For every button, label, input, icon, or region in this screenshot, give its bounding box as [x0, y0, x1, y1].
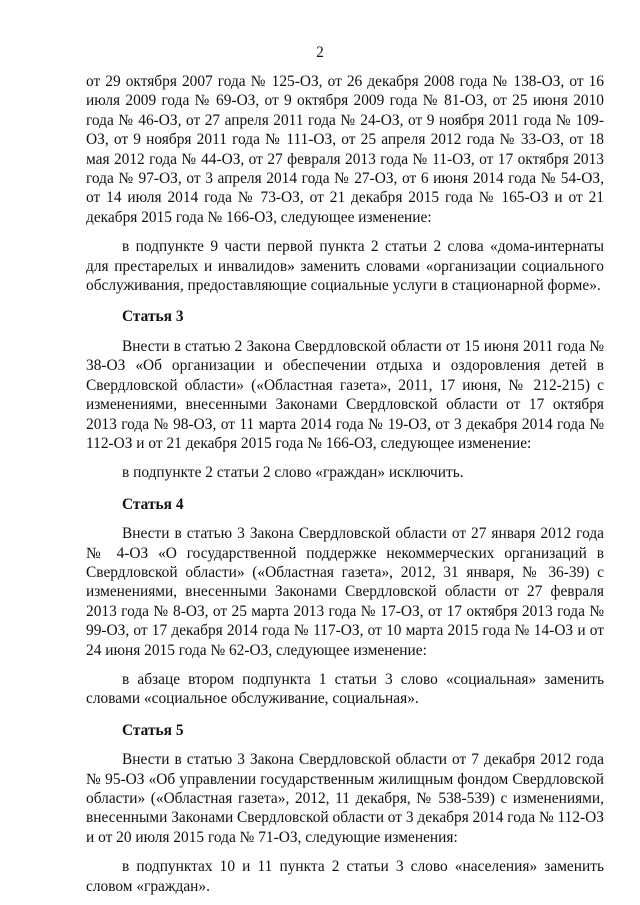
article-heading: Статья 5: [122, 721, 184, 739]
article-body: Внести в статью 3 Закона Свердловской области от 7 декабря 2012 года № 95-ОЗ «Об управлении государственным жилищным фондом Свердловской области» («Областная газета», 2012, 11 декабря, № 538-539) с изменениями, внесенными Законами Свердловской области от 3 декабря 2014 года № 112-ОЗ и от 20 июля 2015 года № 71-ОЗ, следующие изменения:: [86, 751, 604, 846]
article-body: Внести в статью 3 Закона Свердловской области от 27 января 2012 года № 4-ОЗ «О государственной поддержке некоммерческих организаций в Свердловской области» («Областная газета», 2012, 31 января, № 36-39) с изменениями, внесенными Законами Свердловской области от 27 февраля 2013 года № 8-ОЗ, от 25 марта 2013 года № 17-ОЗ, от 17 октября 2013 года № 99-ОЗ, от 17 декабря 2014 года № 117-ОЗ, от 10 марта 2015 года № 14-ОЗ и от 24 июня 2015 года № 62-ОЗ, следующее изменение:: [86, 525, 604, 659]
document-page: [86, 72, 604, 896]
article-3: [86, 307, 604, 482]
article-4: [86, 495, 604, 709]
intro-change: в подпункте 9 части первой пункта 2 статьи 2 слова «дома-интернаты для престарелых и инвалидов» заменить словами «организации социального обслуживания, предоставляющие социальные услуги в стационарной форме».: [86, 238, 604, 295]
article-heading: Статья 4: [122, 495, 184, 513]
article-5: [86, 721, 604, 896]
article-change: в подпунктах 10 и 11 пункта 2 статьи 3 слово «населения» заменить словом «граждан».: [86, 858, 604, 895]
intro-continuation: от 29 октября 2007 года № 125-ОЗ, от 26 декабря 2008 года № 138-ОЗ, от 16 июля 2009 года № 69-ОЗ, от 9 октября 2009 года № 81-ОЗ, от 25 июня 2010 года № 46-ОЗ, от 27 апреля 2011 года № 24-ОЗ, от 9 ноября 2011 года № 109-ОЗ, от 9 ноября 2011 года № 111-ОЗ, от 25 апреля 2012 года № 33-ОЗ, от 18 мая 2012 года № 44-ОЗ, от 27 февраля 2013 года № 11-ОЗ, от 17 октября 2013 года № 97-ОЗ, от 3 апреля 2014 года № 27-ОЗ, от 6 июня 2014 года № 54-ОЗ, от 14 июля 2014 года № 73-ОЗ, от 21 декабря 2015 года № 165-ОЗ и от 21 декабря 2015 года № 166-ОЗ, следующее изменение:: [86, 73, 604, 226]
article-body: Внести в статью 2 Закона Свердловской области от 15 июня 2011 года № 38-ОЗ «Об организации и обеспечении отдыха и оздоровления детей в Свердловской области» («Областная газета», 2011, 17 июня, № 212-215) с изменениями, внесенными Законами Свердловской области от 17 октября 2013 года № 98-ОЗ, от 11 марта 2014 года № 19-ОЗ, от 3 декабря 2014 года № 112-ОЗ и от 21 декабря 2015 года № 166-ОЗ, следующее изменение:: [86, 337, 604, 452]
article-change: в подпункте 2 статьи 2 слово «граждан» исключить.: [122, 464, 464, 482]
article-heading: Статья 3: [122, 308, 184, 326]
page-number: 2: [316, 44, 324, 61]
article-change: в абзаце втором подпункта 1 статьи 3 слово «социальная» заменить словами «социальное обслуживание, социальная».: [86, 670, 604, 708]
